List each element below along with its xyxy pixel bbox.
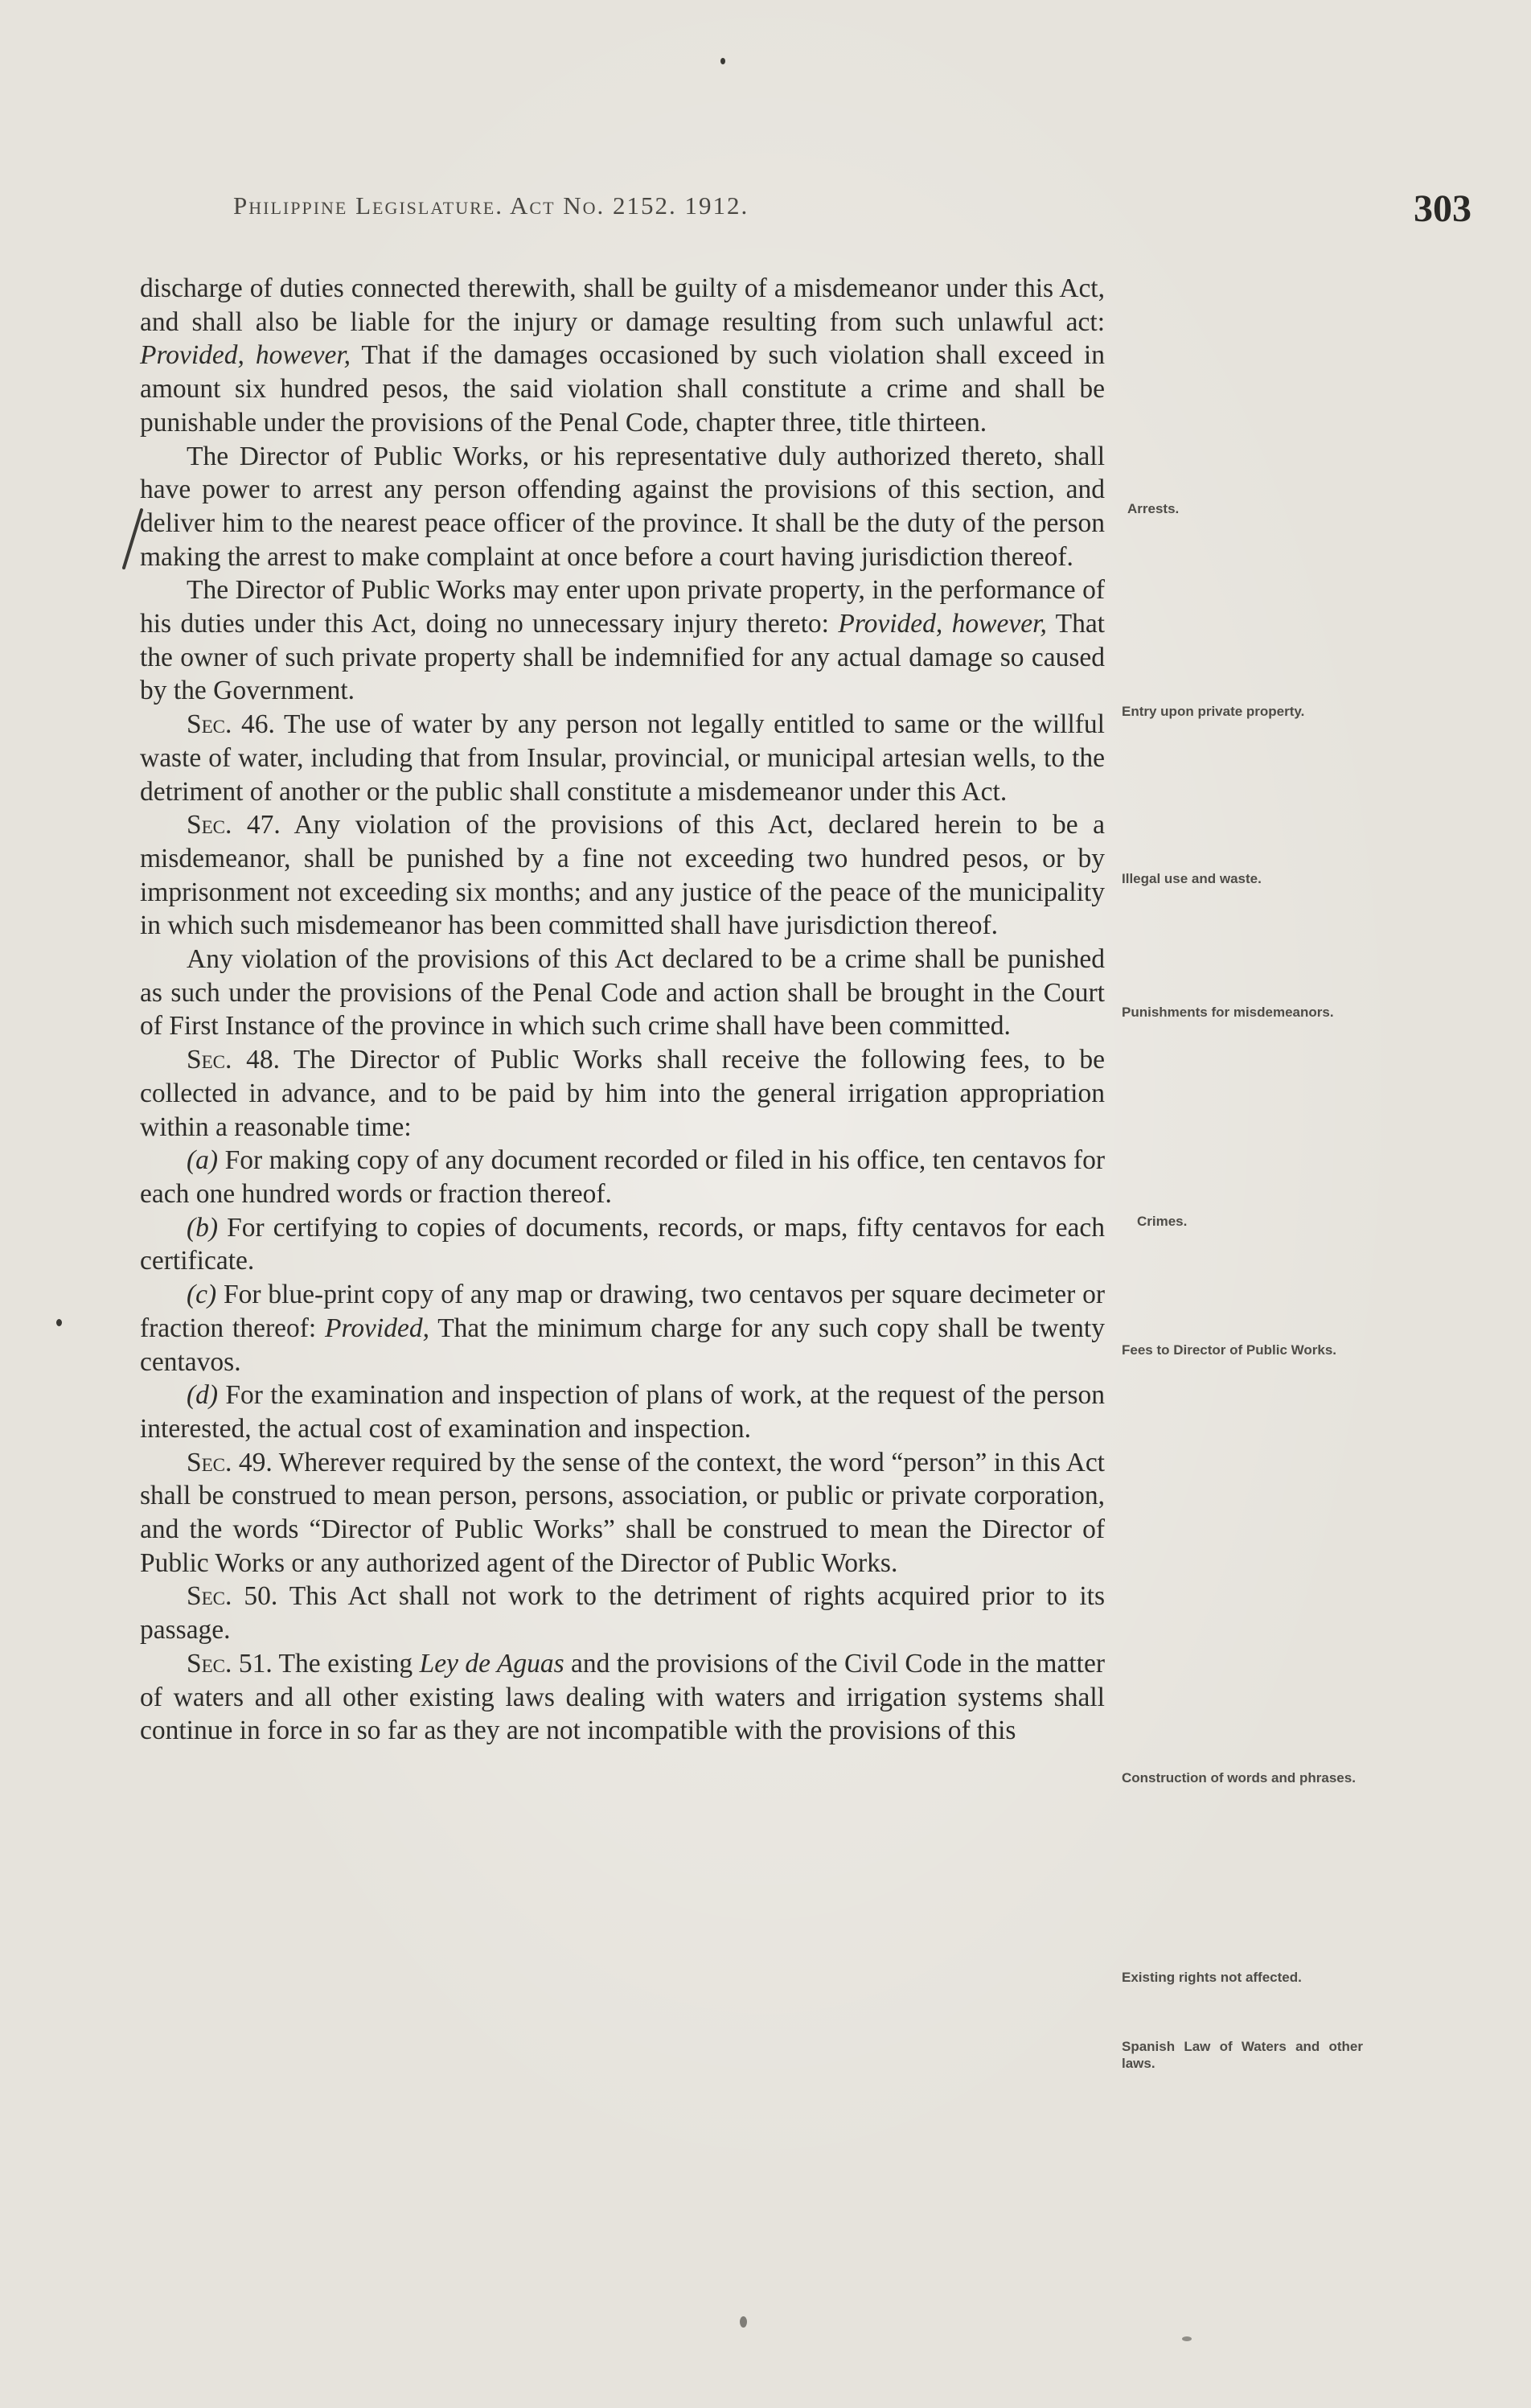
section-50: Sec. 50. This Act shall not work to the detriment of rights acquired prior to its passage. [140, 1581, 1105, 1646]
section-49: Sec. 49. Wherever required by the sense of the context, the word “person” in this Act shall be construed to mean person, persons, association, or public or private corporation, and the words “Director of Public Works” shall be construed to mean the Director of Public Works or any authorized agent of the Director of Public Works. [140, 1447, 1105, 1578]
running-header: Philippine Legislature. Act No. 2152. 1912. [233, 191, 749, 220]
page-number: 303 [1414, 187, 1471, 230]
margin-note-illegal-use: Illegal use and waste. [1122, 871, 1262, 886]
margin-note-existing-rights: Existing rights not affected. [1122, 1970, 1302, 1985]
speck [740, 2316, 747, 2328]
fee-item-d: (d) For the examination and inspection of plans of work, at the request of the person interested, the actual cost of examination and inspection. [140, 1380, 1105, 1444]
speck [1182, 2336, 1192, 2341]
fee-item-c: (c) For blue-print copy of any map or drawing, two centavos per square decimeter or fraction thereof: Provided, That the minimum charge for any such copy shall be twenty centavos. [140, 1280, 1105, 1377]
section-48: Sec. 48. The Director of Public Works shall receive the following fees, to be collected in advance, and to be paid by him into the general irrigation appropriation within a reasonable time: [140, 1045, 1105, 1142]
speck [56, 1319, 62, 1326]
margin-note-construction: Construction of words and phrases. [1122, 1770, 1356, 1785]
margin-note-entry: Entry upon private property. [1122, 704, 1305, 719]
margin-note-crimes: Crimes. [1137, 1214, 1188, 1229]
paragraph: The Director of Public Works, or his representative duly authorized thereto, shall have power to arrest any person offending against the provisions of this section, and deliver him to the nearest peace officer of the province. It shall be the duty of the person making the arrest to make complaint at once before a court having jurisdiction thereof. [140, 441, 1105, 572]
section-51: Sec. 51. The existing Ley de Aguas and the provisions of the Civil Code in the matter of waters and all other existing laws dealing with waters and irrigation systems shall continue in force in so far as they are not incompatible with the provisions of this [140, 1648, 1105, 1746]
margin-note-fees: Fees to Director of Public Works. [1122, 1342, 1337, 1358]
margin-note-spanish-law: Spanish Law of Waters and other laws. [1122, 2039, 1363, 2071]
section-46: Sec. 46. The use of water by any person not legally entitled to same or the willful waste of water, including that from Insular, provincial, or municipal artesian wells, to the detriment of another or the public shall constitute a misdemeanor under this Act. [140, 709, 1105, 807]
speck [720, 58, 725, 64]
body-text [140, 272, 1105, 1748]
paragraph: discharge of duties connected therewith, shall be guilty of a misdemeanor under this Act, and shall also be liable for the injury or damage resulting from such unlawful act: Provided, however, That if the damages occasioned by such violation shall exceed in amount six hundred pesos, the said violation shall constitute a crime and shall be punishable under the provisions of the Penal Code, chapter three, title thirteen. [140, 273, 1105, 438]
margin-note-arrests: Arrests. [1127, 501, 1180, 516]
section-47: Sec. 47. Any violation of the provisions of this Act, declared herein to be a misdemeanor, shall be punished by a fine not exceeding two hundred pesos, or by imprisonment not exceeding six months; and any justice of the peace of the municipality in which such misdemeanor has been committed shall have jurisdiction thereof. [140, 810, 1105, 941]
fee-item-a: (a) For making copy of any document recorded or filed in his office, ten centavos for each one hundred words or fraction thereof. [140, 1145, 1105, 1209]
fee-item-b: (b) For certifying to copies of documents, records, or maps, fifty centavos for each certificate. [140, 1212, 1105, 1276]
paragraph: The Director of Public Works may enter upon private property, in the performance of his duties under this Act, doing no unnecessary injury thereto: Provided, however, That the owner of such private property shall be indemnified for any actual damage so caused by the Government. [140, 575, 1105, 706]
paragraph: Any violation of the provisions of this Act declared to be a crime shall be punished as such under the provisions of the Penal Code and action shall be brought in the Court of First Instance of the province in which such crime shall have been committed. [140, 944, 1105, 1042]
margin-note-punishments: Punishments for misdemeanors. [1122, 1005, 1334, 1020]
